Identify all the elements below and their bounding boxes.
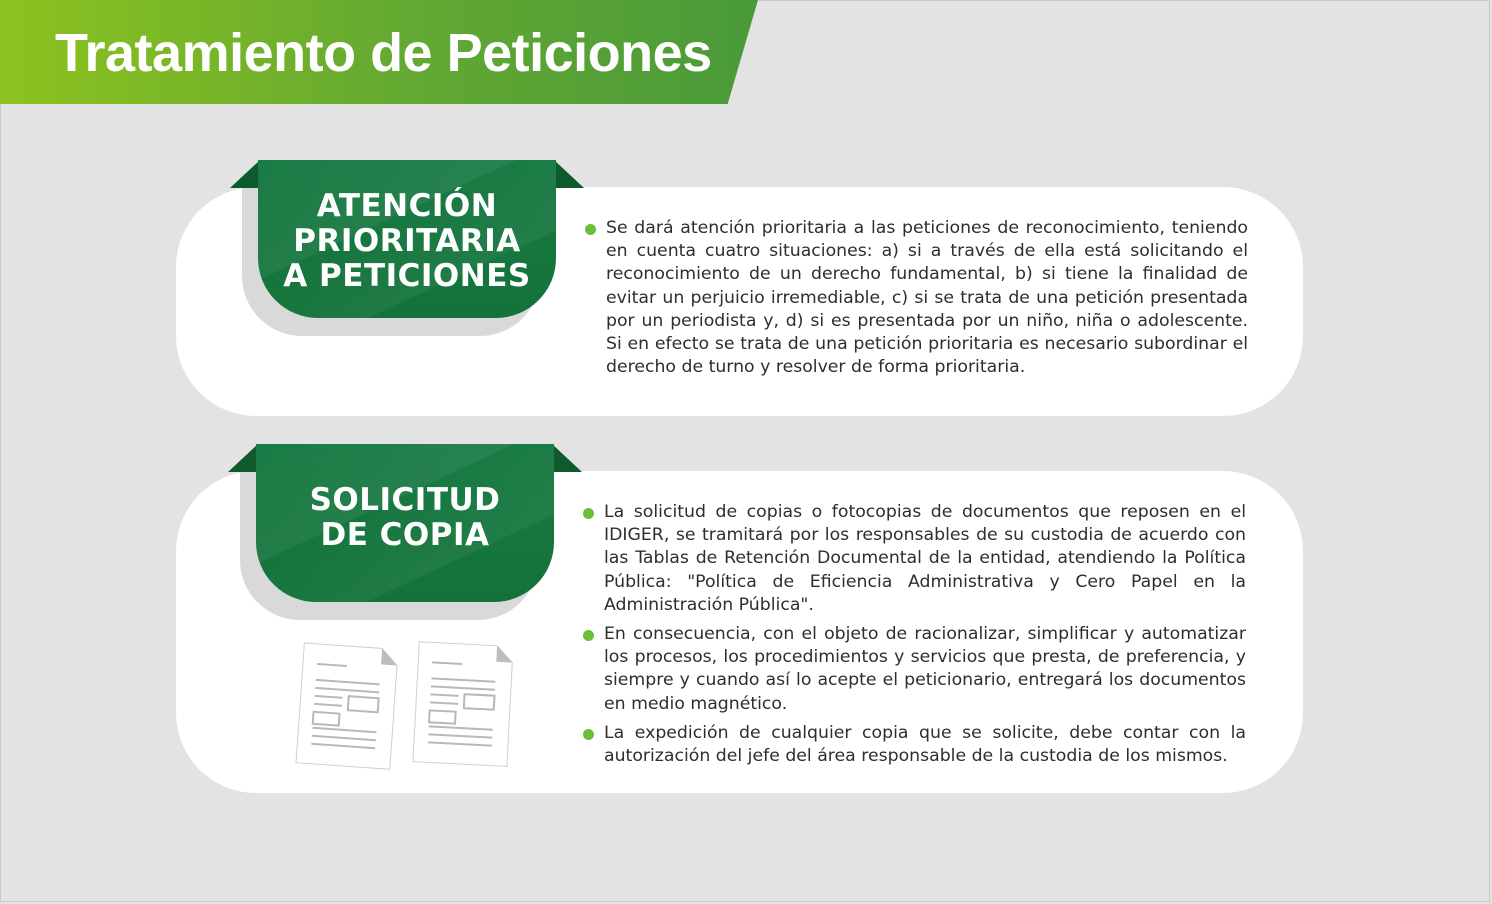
bullet-item xyxy=(604,722,1246,768)
ribbon-fold-right xyxy=(554,160,584,188)
bullet-text: La solicitud de copias o fotocopias de documentos que reposen en el IDIGER, se tramitará por los responsables de su custodia de acuerdo con las Tablas de Retención Documental de la entidad, atendiendo la Política Pública: "Política de Eficiencia Administrativa y Cero Papel en la Administración Pública". xyxy=(604,502,1246,615)
ribbon-fold-left xyxy=(230,160,260,188)
page-title: Tratamiento de Peticiones xyxy=(55,23,712,83)
badge-line: ATENCIÓN xyxy=(316,187,498,224)
badge-body xyxy=(258,160,556,318)
badge-line: A PETICIONES xyxy=(283,257,531,294)
bullet-dot-icon xyxy=(583,729,594,740)
bullet-item xyxy=(604,501,1246,617)
bullet-text: Se dará atención prioritaria a las peticiones de reconocimiento, teniendo en cuenta cuatro situaciones: a) si a través de ella está solicitando el reconocimiento de un derecho fundamental, b) si tiene la finalidad de evitar un perjuicio irremediable, c) si se trata de una petición presentada por un periodista y, d) si es presentada por un niño, niña o adolescente. Si en efecto se trata de una petición prioritaria es necesario subordinar el derecho de turno y resolver de forma prioritaria. xyxy=(606,218,1248,378)
bullet-item xyxy=(604,623,1246,716)
badge-line: SOLICITUD xyxy=(309,482,501,518)
bullet-dot-icon xyxy=(583,630,594,641)
section-badge-atencion xyxy=(230,160,584,338)
badge-line: DE COPIA xyxy=(320,517,490,553)
section-text-solicitud xyxy=(604,501,1246,774)
badge-line: PRIORITARIA xyxy=(293,222,521,259)
bullet-text: La expedición de cualquier copia que se solicite, debe contar con la autorización del jefe del área responsable de la custodia de los mismos. xyxy=(604,722,1246,767)
ribbon-fold-left xyxy=(228,444,258,472)
bullet-dot-icon xyxy=(583,508,594,519)
bullet-text: En consecuencia, con el objeto de racionalizar, simplificar y automatizar los procesos, los procedimientos y servicios que presta, de preferencia, y siempre y cuando así lo acepte el peticionario, entregará los documentos en medio magnético. xyxy=(604,624,1246,714)
documents-illustration xyxy=(286,636,526,776)
bullet-dot-icon xyxy=(585,224,596,235)
ribbon-fold-right xyxy=(552,444,582,472)
section-badge-solicitud xyxy=(228,444,582,622)
badge-title xyxy=(283,185,530,294)
badge-title xyxy=(310,483,501,563)
bullet-item xyxy=(606,217,1248,379)
document-icon xyxy=(286,640,404,774)
section-text-atencion xyxy=(606,217,1248,385)
document-icon xyxy=(402,638,520,772)
badge-body xyxy=(256,444,554,602)
